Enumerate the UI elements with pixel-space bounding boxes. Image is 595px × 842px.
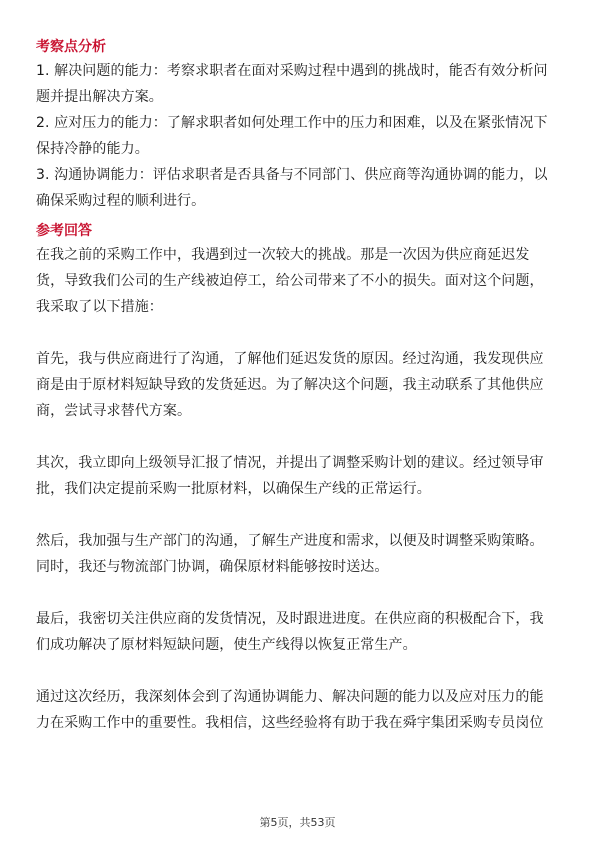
text-line: 力在采购工作中的重要性。我相信，这些经验将有助于我在舜宇集团采购专员岗位 xyxy=(36,715,544,731)
text-line: 们成功解决了原材料短缺问题，使生产线得以恢复正常生产。 xyxy=(36,637,417,653)
document-page xyxy=(36,36,561,736)
text-line: 在我之前的采购工作中，我遇到过一次较大的挑战。那是一次因为供应商延迟发 xyxy=(36,247,530,263)
text-line: 商是由于原材料短缺导致的发货延迟。为了解决这个问题，我主动联系了其他供应 xyxy=(36,377,544,393)
answer-paragraph xyxy=(36,242,561,320)
answer-paragraph xyxy=(36,346,561,424)
page-number: 第5页，共53页 xyxy=(259,816,336,829)
answer-body xyxy=(36,242,561,736)
text-line: 确保采购过程的顺利进行。 xyxy=(36,193,206,209)
text-line: 最后，我密切关注供应商的发货情况，及时跟进进度。在供应商的积极配合下，我 xyxy=(36,611,544,627)
answer-heading: 参考回答 xyxy=(36,223,92,239)
answer-paragraph xyxy=(36,528,561,580)
text-line: 首先，我与供应商进行了沟通，了解他们延迟发货的原因。经过沟通，我发现供应 xyxy=(36,351,544,367)
text-line: 商，尝试寻求替代方案。 xyxy=(36,403,192,419)
text-line: 货，导致我们公司的生产线被迫停工，给公司带来了不小的损失。面对这个问题， xyxy=(36,273,544,289)
analysis-item xyxy=(36,58,561,110)
answer-paragraph xyxy=(36,606,561,658)
text-line: 3. 沟通协调能力：评估求职者是否具备与不同部门、供应商等沟通协调的能力，以 xyxy=(36,167,548,183)
text-line: 其次，我立即向上级领导汇报了情况，并提出了调整采购计划的建议。经过领导审 xyxy=(36,455,544,471)
answer-paragraph xyxy=(36,450,561,502)
text-line: 1. 解决问题的能力：考察求职者在面对采购过程中遇到的挑战时，能否有效分析问 xyxy=(36,63,548,79)
analysis-item xyxy=(36,110,561,162)
text-line: 保持冷静的能力。 xyxy=(36,141,149,157)
text-line: 然后，我加强与生产部门的沟通，了解生产进度和需求，以便及时调整采购策略。 xyxy=(36,533,544,549)
text-line: 批，我们决定提前采购一批原材料，以确保生产线的正常运行。 xyxy=(36,481,431,497)
analysis-list xyxy=(36,58,561,214)
text-line: 我采取了以下措施： xyxy=(36,299,163,315)
answer-paragraph xyxy=(36,684,561,736)
text-line: 2. 应对压力的能力：了解求职者如何处理工作中的压力和困难，以及在紧张情况下 xyxy=(36,115,548,131)
text-line: 同时，我还与物流部门协调，确保原材料能够按时送达。 xyxy=(36,559,389,575)
text-line: 通过这次经历，我深刻体会到了沟通协调能力、解决问题的能力以及应对压力的能 xyxy=(36,689,544,705)
analysis-heading: 考察点分析 xyxy=(36,39,106,55)
text-line: 题并提出解决方案。 xyxy=(36,89,163,105)
analysis-item xyxy=(36,162,561,214)
